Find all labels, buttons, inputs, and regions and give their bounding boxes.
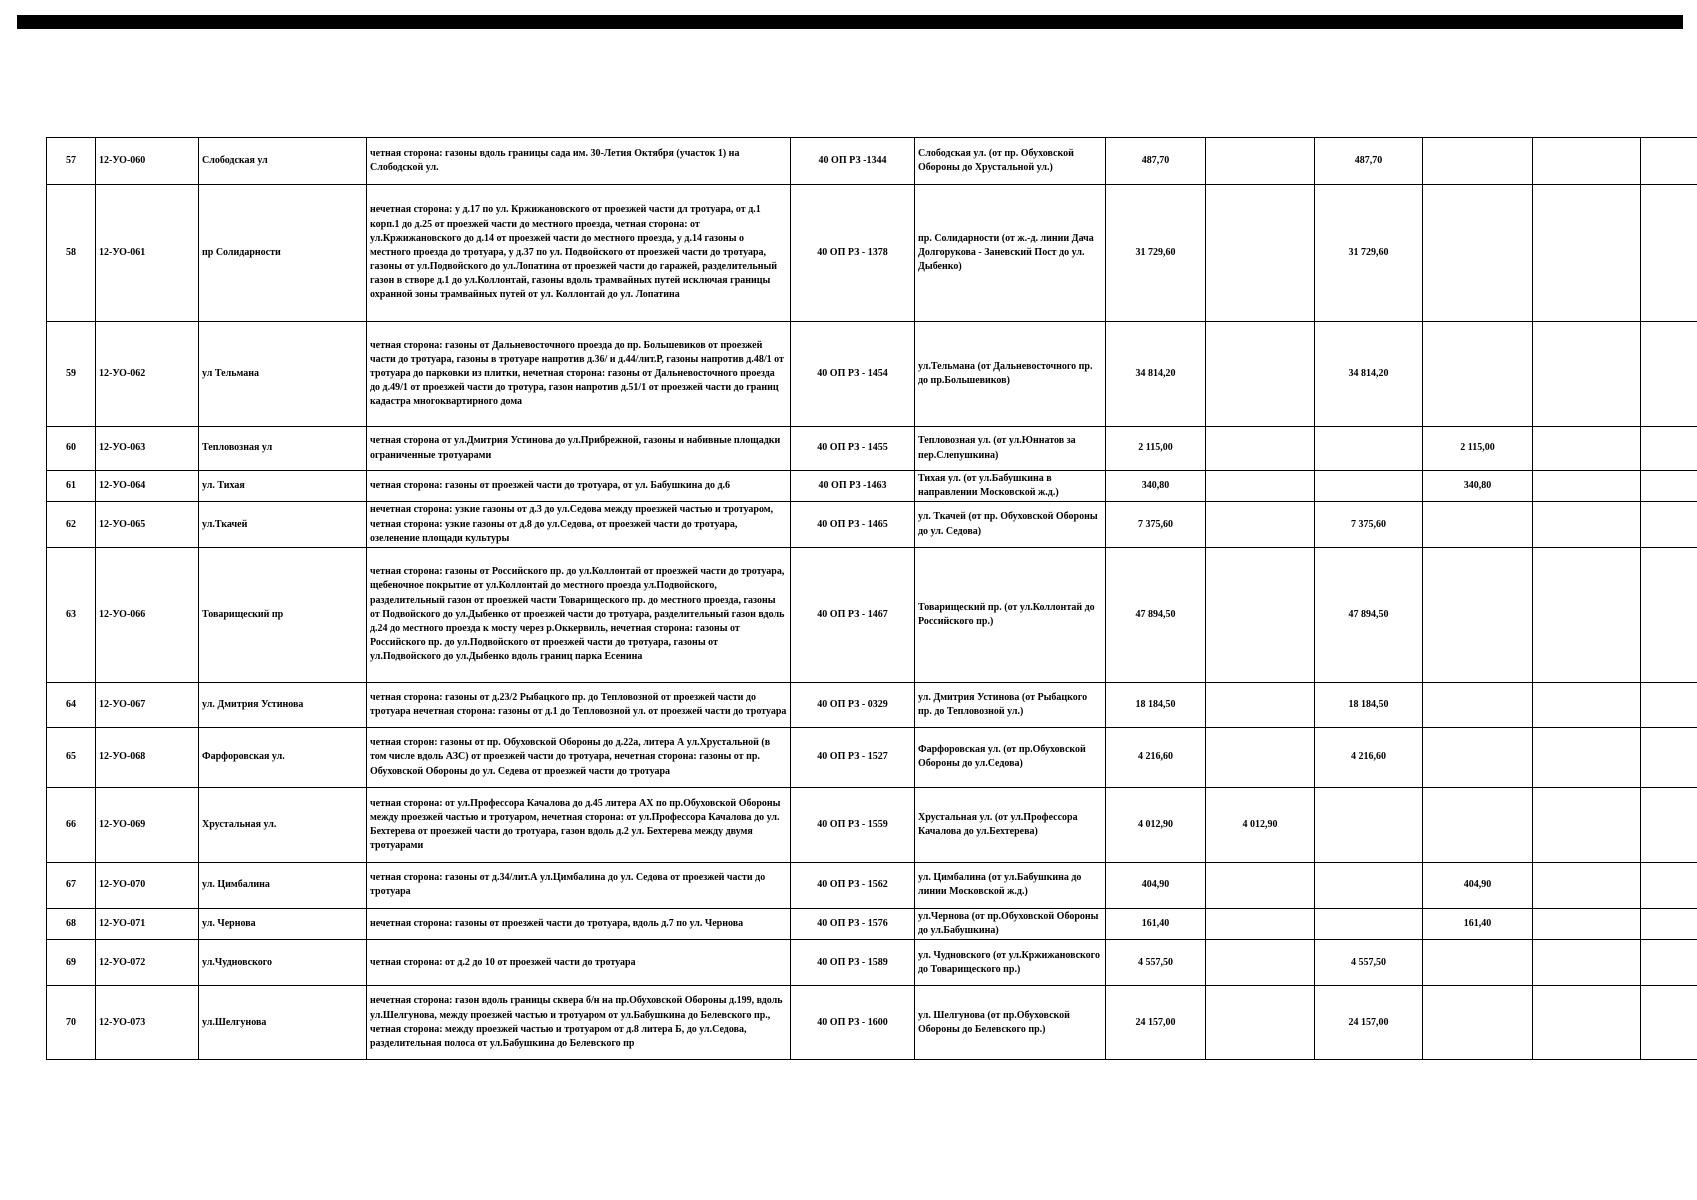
total-area-cell: 487,70 — [1106, 138, 1206, 185]
registry-number-cell: 40 ОП РЗ - 0329 — [791, 682, 915, 727]
street-name-cell: ул. Дмитрия Устинова — [199, 682, 367, 727]
area-column-b-cell — [1315, 471, 1423, 502]
area-column-d-cell — [1533, 986, 1641, 1060]
registry-number-cell: 40 ОП РЗ - 1378 — [791, 185, 915, 322]
empty-column-cell — [1641, 322, 1697, 427]
area-column-b-cell: 4 216,60 — [1315, 727, 1423, 787]
area-column-b-cell — [1315, 862, 1423, 908]
empty-column-cell — [1641, 427, 1697, 471]
object-code-cell: 12-УО-064 — [96, 471, 199, 502]
area-column-b-cell: 31 729,60 — [1315, 185, 1423, 322]
area-column-d-cell — [1533, 787, 1641, 862]
road-name-cell: ул. Дмитрия Устинова (от Рыбацкого пр. до Тепловозной ул.) — [915, 682, 1106, 727]
area-description-cell: четная сторона: от д.2 до 10 от проезжей части до тротуара — [367, 940, 791, 986]
table-row — [47, 185, 1697, 322]
registry-number-cell: 40 ОП РЗ - 1559 — [791, 787, 915, 862]
object-code-cell: 12-УО-068 — [96, 727, 199, 787]
total-area-cell: 4 557,50 — [1106, 940, 1206, 986]
row-number-cell: 63 — [47, 547, 96, 682]
table-row — [47, 908, 1697, 939]
area-column-c-cell — [1423, 727, 1533, 787]
empty-column-cell — [1641, 682, 1697, 727]
total-area-cell: 2 115,00 — [1106, 427, 1206, 471]
object-code-cell: 12-УО-071 — [96, 908, 199, 939]
area-column-a-cell — [1206, 138, 1315, 185]
road-name-cell: Тепловозная ул. (от ул.Юннатов за пер.Слепушкина) — [915, 427, 1106, 471]
street-name-cell: Тепловозная ул — [199, 427, 367, 471]
road-name-cell: Товарищеский пр. (от ул.Коллонтай до Российского пр.) — [915, 547, 1106, 682]
area-column-a-cell: 4 012,90 — [1206, 787, 1315, 862]
registry-number-cell: 40 ОП РЗ - 1576 — [791, 908, 915, 939]
row-number-cell: 61 — [47, 471, 96, 502]
row-number-cell: 59 — [47, 322, 96, 427]
empty-column-cell — [1641, 940, 1697, 986]
table-row — [47, 682, 1697, 727]
area-column-c-cell — [1423, 787, 1533, 862]
area-column-d-cell — [1533, 940, 1641, 986]
area-description-cell: четная сторона: газоны от проезжей части до тротуара, от ул. Бабушкина до д.6 — [367, 471, 791, 502]
road-name-cell: ул. Цимбалина (от ул.Бабушкина до линии Московской ж.д.) — [915, 862, 1106, 908]
area-column-a-cell — [1206, 682, 1315, 727]
object-code-cell: 12-УО-060 — [96, 138, 199, 185]
table-row — [47, 727, 1697, 787]
total-area-cell: 18 184,50 — [1106, 682, 1206, 727]
street-name-cell: ул Тельмана — [199, 322, 367, 427]
road-name-cell: Хрустальная ул. (от ул.Профессора Качалова до ул.Бехтерева) — [915, 787, 1106, 862]
registry-number-cell: 40 ОП РЗ - 1589 — [791, 940, 915, 986]
row-number-cell: 62 — [47, 502, 96, 548]
area-column-c-cell — [1423, 138, 1533, 185]
road-name-cell: ул. Шелгунова (от пр.Обуховской Обороны до Белевского пр.) — [915, 986, 1106, 1060]
area-column-b-cell: 18 184,50 — [1315, 682, 1423, 727]
area-description-cell: четная сторона: газоны от д.23/2 Рыбацкого пр. до Тепловозной от проезжей части до тротуара нечетная сторона: газоны от д.1 до Тепловозной ул. от проезжей части до тротуара — [367, 682, 791, 727]
area-column-c-cell — [1423, 502, 1533, 548]
road-name-cell: ул. Чудновского (от ул.Кржижановского до Товарищеского пр.) — [915, 940, 1106, 986]
area-column-a-cell — [1206, 547, 1315, 682]
table-row — [47, 940, 1697, 986]
object-code-cell: 12-УО-070 — [96, 862, 199, 908]
area-column-c-cell: 161,40 — [1423, 908, 1533, 939]
row-number-cell: 70 — [47, 986, 96, 1060]
object-code-cell: 12-УО-069 — [96, 787, 199, 862]
area-column-c-cell — [1423, 322, 1533, 427]
road-name-cell: ул.Чернова (от пр.Обуховской Обороны до ул.Бабушкина) — [915, 908, 1106, 939]
area-column-c-cell — [1423, 547, 1533, 682]
registry-number-cell: 40 ОП РЗ -1344 — [791, 138, 915, 185]
empty-column-cell — [1641, 908, 1697, 939]
area-description-cell: четная сторона: от ул.Профессора Качалова до д.45 литера АХ по пр.Обуховской Обороны между проезжей частью и тротуаром, нечетная сторона: от ул.Профессора Качалова до ул. Бехтерева от проезжей части до тротуара, газон вдоль д.2 ул. Бехтерева между двумя тротуарами — [367, 787, 791, 862]
street-name-cell: Фарфоровская ул. — [199, 727, 367, 787]
area-column-a-cell — [1206, 322, 1315, 427]
area-description-cell: нечетная сторона: узкие газоны от д.3 до ул.Седова между проезжей частью и тротуаром, четная сторона: узкие газоны от д.8 до ул.Седова, от проезжей части до тротуара, озеленение площади культуры — [367, 502, 791, 548]
area-column-b-cell: 34 814,20 — [1315, 322, 1423, 427]
table-row — [47, 502, 1697, 548]
area-column-b-cell: 4 557,50 — [1315, 940, 1423, 986]
empty-column-cell — [1641, 471, 1697, 502]
area-description-cell: четная сторона: газоны от Российского пр. до ул.Коллонтай от проезжей части до тротуара, щебеночное покрытие от ул.Коллонтай до местного проезда ул.Подвойского, разделительный газон от проезжей части Товарищеского пр. до местного проезда, газоны от Подвойского до ул.Дыбенко от проезжей части до тротуара, разделительный газон вдоль д.24 до местного проезда к мосту через р.Оккервиль, нечетная сторона: газоны от Российского пр. до ул.Подвойского от проезжей части до тротуара, газоны от ул.Подвойского до ул.Дыбенко вдоль границ парка Есенина — [367, 547, 791, 682]
area-column-a-cell — [1206, 185, 1315, 322]
area-column-d-cell — [1533, 908, 1641, 939]
total-area-cell: 4 216,60 — [1106, 727, 1206, 787]
empty-column-cell — [1641, 986, 1697, 1060]
area-column-c-cell — [1423, 940, 1533, 986]
street-name-cell: ул. Цимбалина — [199, 862, 367, 908]
street-name-cell: ул.Чудновского — [199, 940, 367, 986]
area-column-c-cell — [1423, 986, 1533, 1060]
area-column-d-cell — [1533, 682, 1641, 727]
area-column-a-cell — [1206, 940, 1315, 986]
area-description-cell: четная сторона: газоны от Дальневосточного проезда до пр. Большевиков от проезжей части до тротуара, газоны в тротуаре напротив д.36/ и д.44/лит.Р, газоны напротив д.48/1 от тротуара до парковки из плитки, нечетная сторона: газоны от Дальневосточного проезда до д.49/1 от проезжей части до тротура, газон напротив д.51/1 от проезжей части до границ кадастра многоквартирного дома — [367, 322, 791, 427]
area-description-cell: нечетная сторона: у д.17 по ул. Кржижановского от проезжей части дл тротуара, от д.1 корп.1 до д.25 от проезжей части до местного проезда, четная сторона: от ул.Кржижановского до д.14 от проезжей части до местного проезда, у д.14 газоны о местного проезда до тротуара, у д.37 по ул. Подвойского от проезжей части до тротуара, газоны от ул.Подвойского до ул.Лопатина от проезжей части до гаражей, разделительный газон в створе д.1 до ул.Коллонтай, газоны вдоль трамвайных путей исключая границы охранной зоны трамвайных путей от ул. Коллонтай до ул. Лопатина — [367, 185, 791, 322]
area-column-b-cell: 24 157,00 — [1315, 986, 1423, 1060]
table-row — [47, 471, 1697, 502]
total-area-cell: 4 012,90 — [1106, 787, 1206, 862]
street-name-cell: ул. Тихая — [199, 471, 367, 502]
row-number-cell: 60 — [47, 427, 96, 471]
registry-number-cell: 40 ОП РЗ - 1562 — [791, 862, 915, 908]
empty-column-cell — [1641, 727, 1697, 787]
row-number-cell: 65 — [47, 727, 96, 787]
road-name-cell: ул. Ткачей (от пр. Обуховской Обороны до ул. Седова) — [915, 502, 1106, 548]
area-column-d-cell — [1533, 862, 1641, 908]
street-name-cell: Хрустальная ул. — [199, 787, 367, 862]
row-number-cell: 67 — [47, 862, 96, 908]
street-name-cell: ул. Чернова — [199, 908, 367, 939]
area-column-b-cell — [1315, 908, 1423, 939]
object-code-cell: 12-УО-065 — [96, 502, 199, 548]
area-description-cell: четная сторона: газоны вдоль границы сада им. 30-Летия Октября (участок 1) на Слободской ул. — [367, 138, 791, 185]
road-name-cell: Тихая ул. (от ул.Бабушкина в направлении Московской ж.д.) — [915, 471, 1106, 502]
area-column-d-cell — [1533, 185, 1641, 322]
road-name-cell: ул.Тельмана (от Дальневосточного пр. до пр.Большевиков) — [915, 322, 1106, 427]
street-name-cell: Товарищеский пр — [199, 547, 367, 682]
area-description-cell: четная сторон: газоны от пр. Обуховской Обороны до д.22а, литера А ул.Хрустальной (в том числе вдоль АЗС) от проезжей части до тротуара, нечетная сторона: газоны от пр. Обуховской Обороны до ул. Седева от проезжей части до тротуара — [367, 727, 791, 787]
empty-column-cell — [1641, 547, 1697, 682]
area-column-a-cell — [1206, 986, 1315, 1060]
area-column-c-cell: 2 115,00 — [1423, 427, 1533, 471]
area-column-b-cell: 7 375,60 — [1315, 502, 1423, 548]
area-column-a-cell — [1206, 862, 1315, 908]
row-number-cell: 64 — [47, 682, 96, 727]
street-name-cell: пр Солидарности — [199, 185, 367, 322]
registry-number-cell: 40 ОП РЗ - 1600 — [791, 986, 915, 1060]
area-column-c-cell: 404,90 — [1423, 862, 1533, 908]
row-number-cell: 66 — [47, 787, 96, 862]
empty-column-cell — [1641, 787, 1697, 862]
area-column-d-cell — [1533, 322, 1641, 427]
table-row — [47, 138, 1697, 185]
area-description-cell: четная сторона: газоны от д.34/лит.А ул.Цимбалина до ул. Седова от проезжей части до тротуара — [367, 862, 791, 908]
total-area-cell: 340,80 — [1106, 471, 1206, 502]
area-column-b-cell: 47 894,50 — [1315, 547, 1423, 682]
empty-column-cell — [1641, 502, 1697, 548]
object-code-cell: 12-УО-073 — [96, 986, 199, 1060]
row-number-cell: 57 — [47, 138, 96, 185]
empty-column-cell — [1641, 185, 1697, 322]
area-description-cell: нечетная сторона: газон вдоль границы сквера б/н на пр.Обуховской Обороны д.199, вдоль ул.Шелгунова, между проезжей частью и тротуаром от ул.Бабушкина до Белевского пр., четная сторона: между проезжей частью и тротуаром от д.8 литера Б, до ул.Седова, разделительная полоса от ул.Бабушкина до Белевского пр — [367, 986, 791, 1060]
total-area-cell: 47 894,50 — [1106, 547, 1206, 682]
top-border-bar — [17, 15, 1683, 29]
table-row — [47, 547, 1697, 682]
green-areas-table — [46, 137, 1697, 1060]
area-column-a-cell — [1206, 502, 1315, 548]
object-code-cell: 12-УО-072 — [96, 940, 199, 986]
area-column-d-cell — [1533, 471, 1641, 502]
object-code-cell: 12-УО-067 — [96, 682, 199, 727]
area-column-d-cell — [1533, 427, 1641, 471]
table-body — [47, 138, 1697, 1060]
total-area-cell: 24 157,00 — [1106, 986, 1206, 1060]
area-column-c-cell — [1423, 682, 1533, 727]
object-code-cell: 12-УО-061 — [96, 185, 199, 322]
registry-number-cell: 40 ОП РЗ - 1455 — [791, 427, 915, 471]
registry-number-cell: 40 ОП РЗ -1463 — [791, 471, 915, 502]
road-name-cell: пр. Солидарности (от ж.-д. линии Дача Долгорукова - Заневский Пост до ул. Дыбенко) — [915, 185, 1106, 322]
area-column-c-cell: 340,80 — [1423, 471, 1533, 502]
registry-number-cell: 40 ОП РЗ - 1454 — [791, 322, 915, 427]
row-number-cell: 69 — [47, 940, 96, 986]
area-column-d-cell — [1533, 138, 1641, 185]
street-name-cell: ул.Шелгунова — [199, 986, 367, 1060]
table-row — [47, 322, 1697, 427]
registry-number-cell: 40 ОП РЗ - 1465 — [791, 502, 915, 548]
street-name-cell: Слободская ул — [199, 138, 367, 185]
area-description-cell: четная сторона от ул.Дмитрия Устинова до ул.Прибрежной, газоны и набивные площадки ограниченные тротуарами — [367, 427, 791, 471]
area-description-cell: нечетная сторона: газоны от проезжей части до тротуара, вдоль д.7 по ул. Чернова — [367, 908, 791, 939]
area-column-a-cell — [1206, 908, 1315, 939]
object-code-cell: 12-УО-063 — [96, 427, 199, 471]
empty-column-cell — [1641, 138, 1697, 185]
row-number-cell: 68 — [47, 908, 96, 939]
area-column-c-cell — [1423, 185, 1533, 322]
total-area-cell: 161,40 — [1106, 908, 1206, 939]
area-column-a-cell — [1206, 427, 1315, 471]
area-column-b-cell: 487,70 — [1315, 138, 1423, 185]
area-column-a-cell — [1206, 727, 1315, 787]
total-area-cell: 31 729,60 — [1106, 185, 1206, 322]
registry-number-cell: 40 ОП РЗ - 1467 — [791, 547, 915, 682]
area-column-a-cell — [1206, 471, 1315, 502]
area-column-b-cell — [1315, 787, 1423, 862]
table-row — [47, 986, 1697, 1060]
registry-number-cell: 40 ОП РЗ - 1527 — [791, 727, 915, 787]
total-area-cell: 7 375,60 — [1106, 502, 1206, 548]
object-code-cell: 12-УО-062 — [96, 322, 199, 427]
road-name-cell: Слободская ул. (от пр. Обуховской Обороны до Хрустальной ул.) — [915, 138, 1106, 185]
empty-column-cell — [1641, 862, 1697, 908]
area-column-d-cell — [1533, 547, 1641, 682]
street-name-cell: ул.Ткачей — [199, 502, 367, 548]
table-row — [47, 427, 1697, 471]
area-column-b-cell — [1315, 427, 1423, 471]
row-number-cell: 58 — [47, 185, 96, 322]
table-row — [47, 787, 1697, 862]
total-area-cell: 34 814,20 — [1106, 322, 1206, 427]
total-area-cell: 404,90 — [1106, 862, 1206, 908]
area-column-d-cell — [1533, 727, 1641, 787]
object-code-cell: 12-УО-066 — [96, 547, 199, 682]
table-row — [47, 862, 1697, 908]
area-column-d-cell — [1533, 502, 1641, 548]
road-name-cell: Фарфоровская ул. (от пр.Обуховской Обороны до ул.Седова) — [915, 727, 1106, 787]
